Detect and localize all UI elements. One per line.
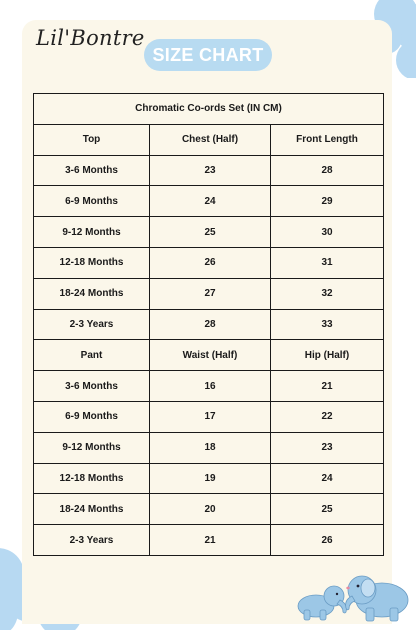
- table-title-row: [34, 94, 384, 125]
- header-row: [34, 124, 384, 155]
- table-row: [34, 494, 384, 525]
- page-title: SIZE CHART: [144, 39, 272, 71]
- measurement-value: 16: [150, 371, 271, 402]
- measurement-value: 26: [271, 525, 384, 556]
- measurement-value: 19: [150, 463, 271, 494]
- table-row: [34, 155, 384, 186]
- table-row: [34, 217, 384, 248]
- table-title: Chromatic Co-ords Set (IN CM): [34, 94, 384, 125]
- measurement-value: 28: [271, 155, 384, 186]
- measurement-value: 30: [271, 217, 384, 248]
- header-row: [34, 340, 384, 371]
- table-row: [34, 371, 384, 402]
- measurement-value: 31: [271, 247, 384, 278]
- measurement-value: 23: [271, 432, 384, 463]
- size-label: 2-3 Years: [34, 525, 150, 556]
- table-row: [34, 525, 384, 556]
- column-header: Chest (Half): [150, 124, 271, 155]
- table-row: [34, 278, 384, 309]
- measurement-value: 29: [271, 186, 384, 217]
- elephant-icon: [294, 566, 412, 622]
- measurement-value: 23: [150, 155, 271, 186]
- size-label: 6-9 Months: [34, 401, 150, 432]
- size-label: 2-3 Years: [34, 309, 150, 340]
- table-row: [34, 401, 384, 432]
- measurement-value: 24: [150, 186, 271, 217]
- measurement-value: 22: [271, 401, 384, 432]
- size-label: 9-12 Months: [34, 432, 150, 463]
- measurement-value: 26: [150, 247, 271, 278]
- column-header: Top: [34, 124, 150, 155]
- measurement-value: 28: [150, 309, 271, 340]
- size-label: 3-6 Months: [34, 155, 150, 186]
- measurement-value: 21: [271, 371, 384, 402]
- brand-logo: Lil'Bontre: [36, 26, 145, 50]
- column-header: Waist (Half): [150, 340, 271, 371]
- table-row: [34, 432, 384, 463]
- table-row: [34, 309, 384, 340]
- table-row: [34, 186, 384, 217]
- size-label: 18-24 Months: [34, 494, 150, 525]
- measurement-value: 32: [271, 278, 384, 309]
- measurement-value: 17: [150, 401, 271, 432]
- measurement-value: 24: [271, 463, 384, 494]
- table-row: [34, 463, 384, 494]
- size-label: 9-12 Months: [34, 217, 150, 248]
- size-label: 6-9 Months: [34, 186, 150, 217]
- table-row: [34, 247, 384, 278]
- measurement-value: 25: [150, 217, 271, 248]
- column-header: Hip (Half): [271, 340, 384, 371]
- size-table: [33, 93, 384, 556]
- measurement-value: 21: [150, 525, 271, 556]
- size-label: 18-24 Months: [34, 278, 150, 309]
- size-label: 3-6 Months: [34, 371, 150, 402]
- measurement-value: 18: [150, 432, 271, 463]
- measurement-value: 33: [271, 309, 384, 340]
- measurement-value: 27: [150, 278, 271, 309]
- measurement-value: 25: [271, 494, 384, 525]
- measurement-value: 20: [150, 494, 271, 525]
- size-chart-card: [22, 20, 392, 624]
- column-header: Front Length: [271, 124, 384, 155]
- column-header: Pant: [34, 340, 150, 371]
- size-label: 12-18 Months: [34, 247, 150, 278]
- size-label: 12-18 Months: [34, 463, 150, 494]
